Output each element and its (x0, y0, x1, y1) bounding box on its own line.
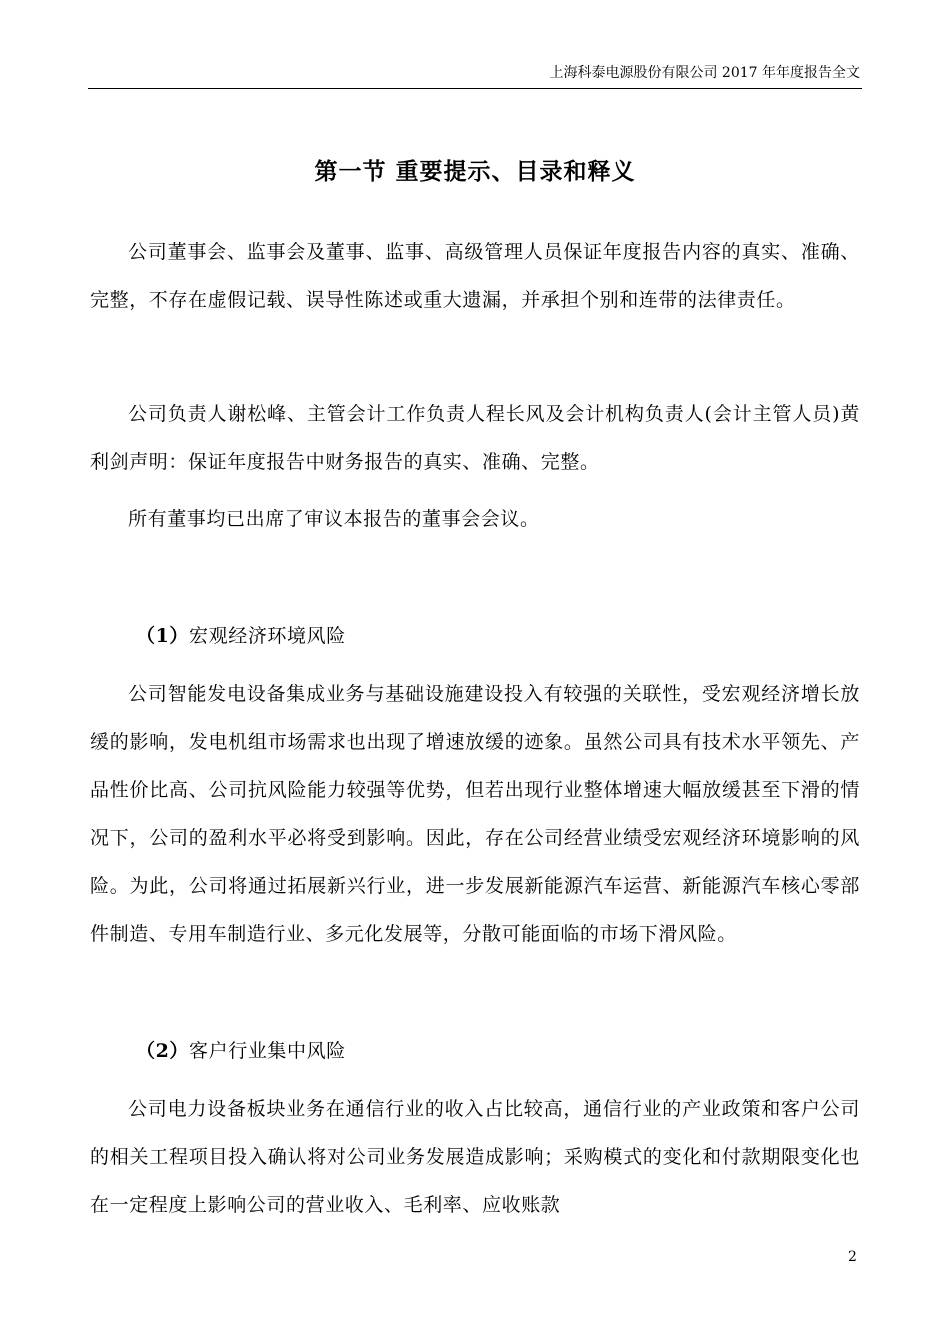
risk-number: （2） (136, 1040, 190, 1062)
header-divider (88, 88, 862, 89)
risk-title: 宏观经济环境风险 (189, 625, 346, 647)
notice-paragraph-responsibility: 公司董事会、监事会及董事、监事、高级管理人员保证年度报告内容的真实、准确、完整，不存在虚假记载、误导性陈述或重大遗漏，并承担个别和连带的法律责任。 (90, 241, 860, 311)
risk-title: 客户行业集中风险 (189, 1040, 346, 1062)
section-title: 第一节 重要提示、目录和释义 (314, 158, 636, 185)
risk-heading-customer-concentration (136, 1035, 346, 1067)
page-number: 2 (848, 1249, 857, 1265)
risk-paragraph-macroeconomic: 公司智能发电设备集成业务与基础设施建设投入有较强的关联性，受宏观经济增长放缓的影响，发电机组市场需求也出现了增速放缓的迹象。虽然公司具有技术水平领先、产品性价比高、公司抗风险能力较强等优势，但若出现行业整体增速大幅放缓甚至下滑的情况下，公司的盈利水平必将受到影响。因此，存在公司经营业绩受宏观经济环境影响的风险。为此，公司将通过拓展新兴行业，进一步发展新能源汽车运营、新能源汽车核心零部件制造、专用车制造行业、多元化发展等，分散可能面临的市场下滑风险。 (90, 683, 860, 945)
risk-heading-macroeconomic (136, 620, 346, 652)
notice-paragraph-declaration: 公司负责人谢松峰、主管会计工作负责人程长风及会计机构负责人(会计主管人员)黄利剑声明：保证年度报告中财务报告的真实、准确、完整。 (90, 403, 860, 473)
risk-paragraph-customer-concentration: 公司电力设备板块业务在通信行业的收入占比较高，通信行业的产业政策和客户公司的相关工程项目投入确认将对公司业务发展造成影响；采购模式的变化和付款期限变化也在一定程度上影响公司的营业收入、毛利率、应收账款 (90, 1098, 860, 1216)
notice-paragraph-attendance: 所有董事均已出席了审议本报告的董事会会议。 (128, 508, 540, 530)
risk-number: （1） (136, 625, 190, 647)
report-header-title: 上海科泰电源股份有限公司 2017 年年度报告全文 (549, 65, 860, 81)
